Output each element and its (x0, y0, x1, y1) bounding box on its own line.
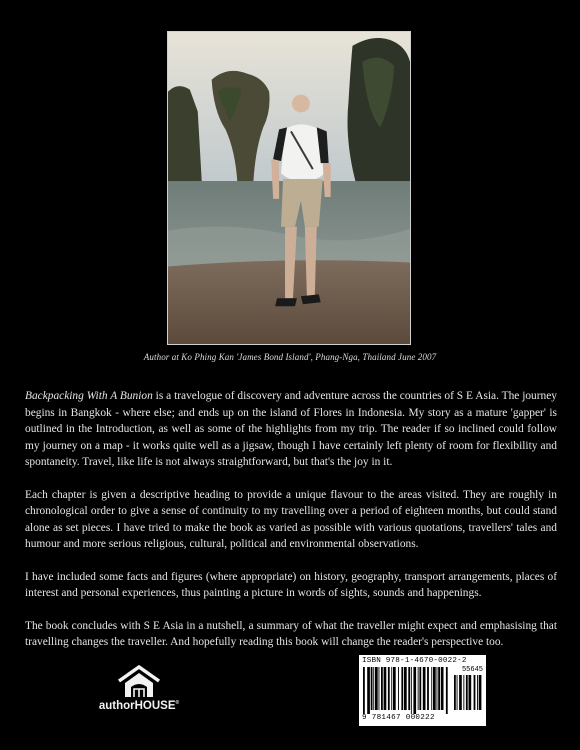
barcode-bar (393, 667, 396, 710)
barcode-bar (446, 667, 448, 714)
back-cover-blurb (25, 388, 557, 667)
barcode-bar (431, 667, 432, 710)
barcode-addon-code: 55645 (461, 666, 483, 674)
barcode-bar (466, 675, 468, 710)
isbn-barcode (359, 655, 486, 726)
barcode-bar (437, 667, 438, 710)
barcode-bar (479, 675, 482, 710)
blurb-paragraph-3: I have included some facts and figures (where appropriate) on history, geography, transport arrangements, places of interest and personal experiences, thus painting a picture in words of sights, sounds and happenings. (25, 570, 557, 599)
barcode-bar (463, 675, 464, 710)
barcode-bar (375, 667, 378, 710)
barcode-bar (438, 667, 440, 710)
barcode-bar (398, 667, 399, 710)
publisher-name: authorHOUSE (98, 700, 176, 712)
barcode-bar (371, 667, 373, 710)
barcode-bar (373, 667, 374, 710)
barcode-bar (469, 675, 472, 710)
barcode-bar (419, 667, 421, 710)
barcode-bar (427, 667, 429, 710)
author-photo (167, 31, 411, 345)
barcode-bar (454, 675, 456, 710)
barcode-bar (441, 667, 444, 710)
blurb-paragraph-2: Each chapter is given a descriptive heading to provide a unique flavour to the areas visited. They are roughly in chronological order to give a sense of continuity to my travelling over a period of eighteen months, but could stand alone as set pieces. I have tried to make the book as varied as possible with various quotations, travellers' tales and humour and more serious religious, cultural, political and environmental observations. (25, 488, 557, 550)
blurb-paragraph-4: The book concludes with S E Asia in a nutshell, a summary of what the traveller might expect and emphasising that travelling changes the traveller. And hopefully reading this book will change the reader's perspective too. (25, 619, 557, 648)
barcode-main-bars (362, 667, 450, 714)
barcode-addon-bars (453, 675, 483, 714)
barcode-bar (477, 675, 478, 710)
barcode-bar (388, 667, 390, 710)
blurb-paragraph-1 (25, 388, 557, 471)
barcode-bar (391, 667, 392, 710)
barcode-bar (401, 667, 403, 710)
book-title: Backpacking With A Bunion (25, 390, 153, 402)
barcode-bar (433, 667, 436, 710)
authorhouse-house-icon (115, 665, 163, 699)
barcode-bar (418, 667, 419, 710)
author-photo-image (168, 32, 410, 344)
blurb-paragraph-1-text: is a travelogue of discovery and adventure across the countries of S E Asia. The journey begins in Bangkok - where else; and ends up on the island of Flores in Indonesia. My story as a mature 'gapper' is outlined in the Introduction, as well as some of the highlights from my trip. The reader if so inclined could follow my journey on a map - it works quite well as a jigsaw, though I have certainly left plenty of room for flexibility and spontaneity. Travel, like life is not always straightforward, but that's the joy in it. (25, 390, 557, 468)
registered-mark: ® (175, 700, 180, 707)
barcode-digits: 9 781467 000222 (362, 714, 435, 722)
barcode-bar (363, 667, 365, 714)
barcode-bar (379, 667, 380, 710)
barcode-bar (413, 667, 416, 714)
barcode-bar (474, 675, 476, 710)
barcode-bar (457, 675, 458, 710)
barcode-bar (459, 675, 462, 710)
barcode-bar (408, 667, 410, 710)
barcode-bar (384, 667, 387, 710)
photo-caption: Author at Ko Phing Kan 'James Bond Island', Phang-Nga, Thailand June 2007 (143, 352, 437, 362)
isbn-number: ISBN 978-1-4670-0022-2 (362, 657, 467, 665)
barcode-bar (367, 667, 370, 714)
barcode-bar (411, 667, 412, 714)
barcode-bar (404, 667, 407, 710)
barcode-bar (423, 667, 426, 710)
publisher-logo (94, 665, 184, 712)
barcode-bar (381, 667, 383, 710)
